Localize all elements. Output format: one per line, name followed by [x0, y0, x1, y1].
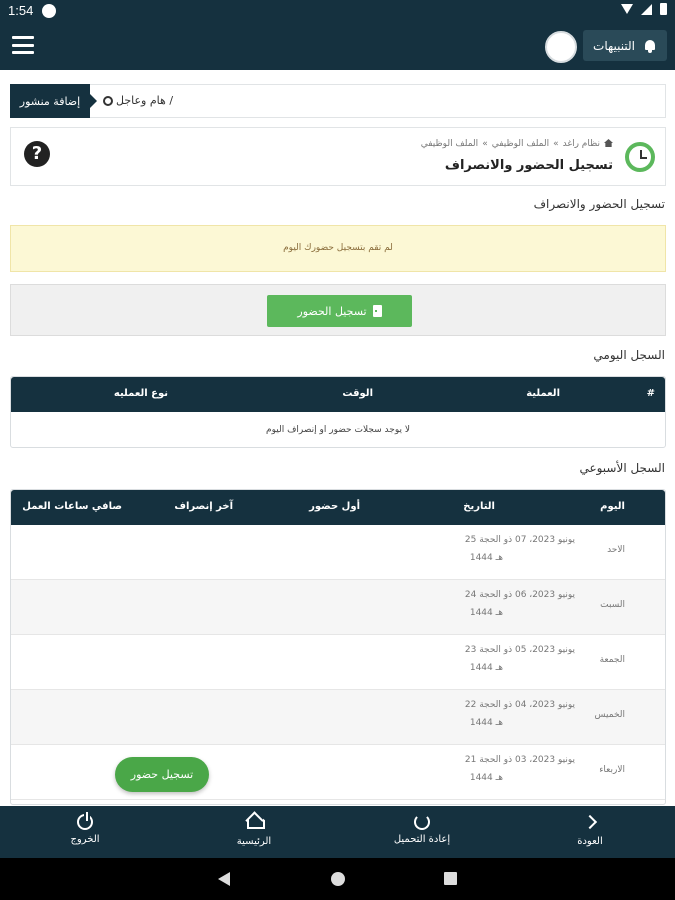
back-label: العودة [577, 836, 603, 847]
system-icons [621, 3, 667, 15]
table-row [11, 525, 665, 580]
table-row [11, 580, 665, 635]
home-label: الرئيسية [236, 836, 272, 847]
hijri-year-cell: 1444 هـ [469, 608, 503, 618]
breadcrumb-separator: » [482, 139, 488, 149]
notifications-label: التنبيهات [593, 38, 635, 53]
hijri-year-cell: 1444 هـ [469, 553, 503, 563]
breaking-news-label[interactable] [103, 94, 173, 107]
table-row [11, 745, 665, 800]
daily-log-table [10, 376, 666, 448]
back-button[interactable] [550, 812, 630, 847]
date-cell: 23 يونيو 2023، 05 ذو الحجة [464, 645, 575, 655]
home-button[interactable] [214, 812, 294, 847]
checkin-panel [10, 284, 666, 336]
logout-label: الخروج [70, 834, 100, 845]
notification-dot-icon [42, 4, 56, 18]
breaking-news-bar [10, 84, 666, 118]
attendance-section-title: تسجيل الحضور والانصراف [533, 197, 665, 211]
wifi-icon [621, 4, 633, 14]
weekly-log-table [10, 489, 666, 805]
day-cell: الاربعاء [599, 765, 625, 775]
day-cell: السبت [600, 600, 625, 610]
date-cell: 21 يونيو 2023، 03 ذو الحجة [464, 755, 575, 765]
page-title-panel [10, 127, 666, 186]
reload-label: إعادة التحميل [393, 834, 451, 845]
chevron-right-icon [583, 815, 597, 829]
column-header: # [646, 388, 655, 399]
table-row [11, 690, 665, 745]
door-icon [373, 305, 382, 317]
breadcrumb-item[interactable]: نظام راغد [562, 139, 600, 149]
clock-icon [625, 142, 655, 172]
day-cell: الجمعة [599, 655, 625, 665]
breadcrumb-item[interactable]: الملف الوظيفي [491, 139, 550, 149]
daily-log-title: السجل اليومي [593, 348, 665, 362]
column-header: اليوم [600, 501, 625, 512]
hijri-year-cell: 1444 هـ [469, 773, 503, 783]
date-cell: 22 يونيو 2023، 04 ذو الحجة [464, 700, 575, 710]
table-header [11, 377, 665, 412]
menu-icon[interactable] [12, 36, 34, 54]
app-bar [0, 22, 675, 70]
empty-message: لا يوجد سجلات حضور او إنصراف اليوم [266, 425, 410, 435]
not-checked-in-alert: لم تقم بتسجيل حضورك اليوم [10, 225, 666, 272]
breadcrumb-separator: » [553, 139, 559, 149]
date-cell: 24 يونيو 2023، 06 ذو الحجة [464, 590, 575, 600]
add-post-button[interactable]: إضافة منشور [10, 84, 90, 118]
column-header: الوقت [342, 388, 373, 399]
logout-button[interactable] [45, 812, 125, 845]
news-icon [103, 96, 113, 106]
checkin-fab-button[interactable]: تسجيل حضور [115, 757, 209, 792]
date-cell: 25 يونيو 2023، 07 ذو الحجة [464, 535, 575, 545]
avatar[interactable] [545, 31, 577, 63]
hijri-year-cell: 1444 هـ [469, 663, 503, 673]
signal-icon [641, 4, 652, 15]
system-nav-bar [0, 858, 675, 900]
status-time: 1:54 [8, 3, 34, 18]
bottom-nav [0, 806, 675, 858]
help-icon[interactable]: ? [24, 141, 50, 167]
home-icon [246, 812, 262, 832]
breadcrumb [421, 139, 613, 149]
column-header: التاريخ [463, 501, 495, 512]
day-cell: الاحد [607, 545, 625, 555]
notifications-button[interactable] [583, 30, 667, 61]
reload-button[interactable] [382, 812, 462, 845]
battery-icon [660, 3, 667, 15]
power-icon [77, 814, 93, 830]
status-bar [0, 0, 675, 22]
checkin-button-label: تسجيل الحضور [297, 304, 367, 318]
column-header: العملية [526, 388, 560, 399]
table-body [11, 525, 665, 800]
column-header: آخر إنصراف [174, 501, 233, 512]
system-back-icon[interactable] [218, 872, 230, 886]
checkin-button[interactable] [267, 295, 412, 327]
table-row [11, 635, 665, 690]
home-icon[interactable] [604, 139, 613, 147]
reload-icon [414, 814, 430, 830]
page-title: تسجيل الحضور والانصراف [444, 158, 613, 173]
bell-icon [643, 39, 657, 53]
breadcrumb-item: الملف الوظيفي [420, 139, 479, 149]
column-header: صافي ساعات العمل [22, 501, 122, 512]
system-recents-icon[interactable] [444, 872, 457, 885]
column-header: أول حضور [309, 501, 360, 512]
column-header: نوع العمليه [113, 388, 168, 399]
day-cell: الخميس [594, 710, 625, 720]
weekly-log-title: السجل الأسبوعي [579, 461, 665, 475]
hijri-year-cell: 1444 هـ [469, 718, 503, 728]
table-header [11, 490, 665, 525]
breaking-news-text: هام وعاجل / [116, 94, 174, 107]
system-home-icon[interactable] [331, 872, 345, 886]
